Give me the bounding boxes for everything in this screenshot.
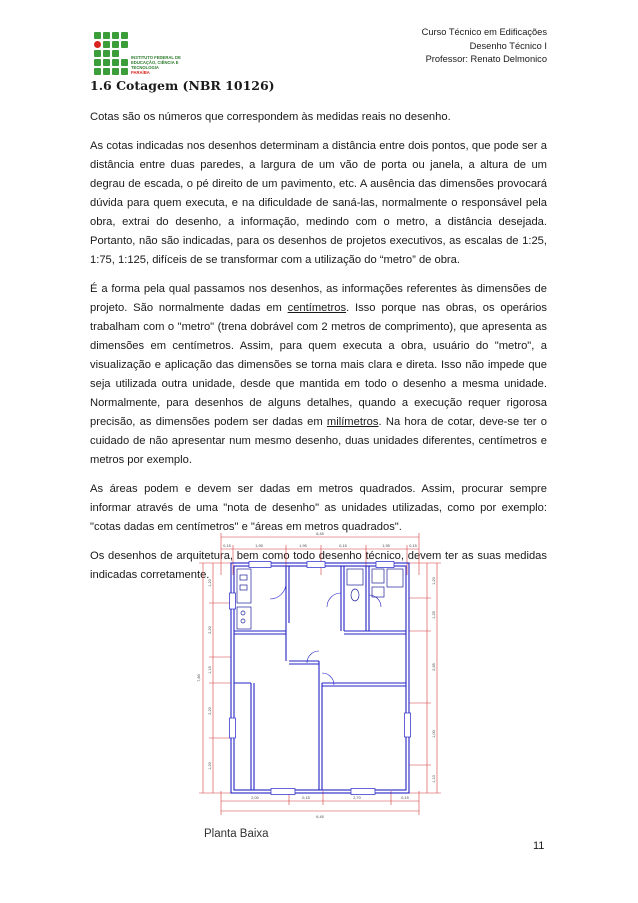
dim-label: 2,20 bbox=[208, 707, 212, 715]
dim-label: 0,15 bbox=[302, 796, 310, 800]
course-name: Curso Técnico em Edificações bbox=[421, 27, 547, 37]
dim-label: 2,70 bbox=[353, 796, 361, 800]
dim-label: 0,15 bbox=[401, 796, 409, 800]
paragraph-2: As cotas indicadas nos desenhos determinam a distância entre dois pontos, que pode ser a distância entre duas paredes, a largura de um vão de porta ou janela, a altura de um degrau de escada, o pé direito de um pavimento, etc. A ausência das dimensões provocará dúvida para quem executa, e na dificuldade de saná-las, normalmente o responsável pela obra, extrai do desenho, a informação, medindo com o metro, a distância desejada. Portanto, não são indicadas, para os desenhos de projetos executivos, as escalas de 1:25, 1:75, 1:125, difíceis de se transformar com a utilização do “metro” de obra. bbox=[90, 140, 547, 266]
dim-label: 1,20 bbox=[432, 577, 436, 585]
dim-label: 2,20 bbox=[208, 626, 212, 634]
paragraph-3: É a forma pela qual passamos nos desenhos, as informações referentes às dimensões de projeto. São normalmente dadas em centímetros. Isso porque nas obras, os operários trabalham com o "metro" (trena dobrável com 2 metros de comprimento), que apresenta as dimensões em centímetros. Assim, para quem executa a obra, usuário do "metro", a visualização e aplicação das dimensões se torna mais clara e direta. Isso não impede que seja utilizada outra unidade, desde que mantida em todo o desenho a mesma unidade. Normalmente, para desenhos de alguns detalhes, quando a execução requer rigorosa precisão, as dimensões podem ser dadas em milímetros. Na hora de cotar, deve-se ter o cuidado de não apresentar num mesmo desenho, duas unidades diferentes, centímetros e metros por exemplo. bbox=[90, 283, 547, 466]
professor-name: Professor: Renato Delmonico bbox=[425, 54, 547, 64]
page-header bbox=[422, 26, 547, 67]
dim-label: 1,10 bbox=[432, 775, 436, 783]
dimension-labels bbox=[197, 532, 436, 819]
figure-caption: Planta Baixa bbox=[204, 828, 269, 840]
section-title: 1.6 Cotagem (NBR 10126) bbox=[90, 78, 275, 93]
floor-plan-figure bbox=[191, 523, 449, 823]
dimension-lines bbox=[199, 533, 441, 815]
body-text bbox=[90, 108, 547, 595]
page-number: 11 bbox=[533, 840, 545, 852]
dim-label: 2,65 bbox=[432, 663, 436, 671]
windows bbox=[230, 562, 411, 795]
subject-name: Desenho Técnico I bbox=[469, 40, 547, 51]
dim-label: 1,25 bbox=[432, 611, 436, 619]
dim-label: 1,20 bbox=[208, 579, 212, 587]
dim-label: 1,00 bbox=[432, 730, 436, 738]
dim-label: 1,95 bbox=[255, 544, 263, 548]
dim-label: 7,80 bbox=[197, 674, 201, 682]
paragraph-4: As áreas podem e devem ser dadas em metros quadrados. Assim, procurar sempre informar através de uma "nota de desenho" as unidades utilizadas, como por exemplo: "cotas dadas em centímetros" e "áreas em metros quadrados". bbox=[90, 483, 547, 533]
dim-label: 0,15 bbox=[339, 544, 347, 548]
institution-logo bbox=[94, 32, 204, 78]
dim-label: 0,15 bbox=[223, 544, 231, 548]
dim-label: 1,95 bbox=[299, 544, 307, 548]
dim-label: 1,20 bbox=[208, 762, 212, 770]
paragraph-1: Cotas são os números que correspondem às medidas reais no desenho. bbox=[90, 111, 451, 123]
underlined-term-centimetros: centímetros bbox=[287, 302, 347, 314]
logo-text: INSTITUTO FEDERAL DE EDUCAÇÃO, CIÊNCIA E TECNOLOGIA PARAÍBA bbox=[131, 55, 181, 75]
paragraph-5: Os desenhos de arquitetura, bem como todo desenho técnico, devem ter as suas medidas indicadas corretamente. bbox=[90, 550, 547, 581]
dim-label: 2,00 bbox=[251, 796, 259, 800]
dim-label: 0,15 bbox=[409, 544, 417, 548]
underlined-term-milimetros: milímetros bbox=[326, 416, 379, 428]
dim-label: 1,15 bbox=[208, 666, 212, 674]
walls bbox=[231, 563, 409, 793]
dim-label: 6,45 bbox=[316, 532, 324, 536]
dim-label: 1,95 bbox=[382, 544, 390, 548]
dim-label: 6,45 bbox=[316, 815, 324, 819]
